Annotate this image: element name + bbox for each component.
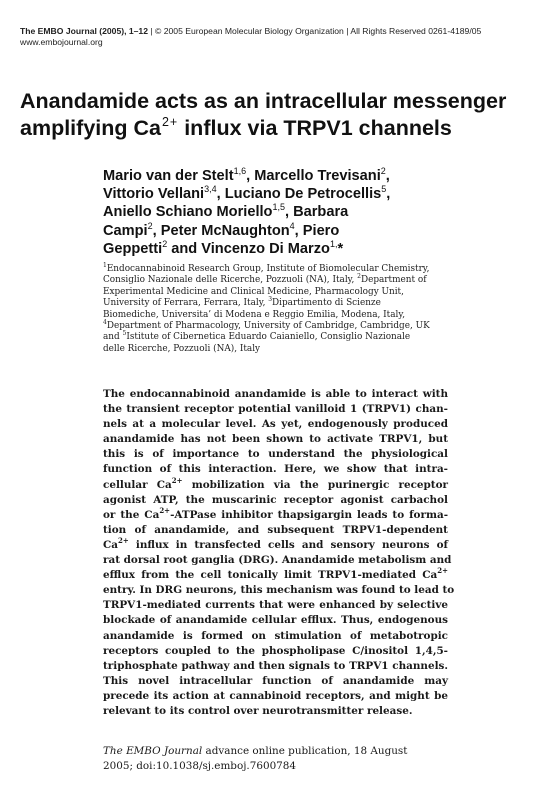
abstract-text: TRPV1-mediated currents that were enhanced by selective [103,599,448,612]
abstract-text: the transient receptor potential vanilloid 1 (TRPV1) chan- [103,403,448,416]
author-name: , [386,186,391,203]
abstract-line [103,387,448,402]
citation-journal: The EMBO Journal [103,745,203,757]
abstract-superscript: 2+ [437,566,448,576]
abstract-line [103,535,448,553]
running-header [20,26,550,48]
author-list [103,167,553,258]
abstract-line [103,598,448,613]
abstract-line [103,462,448,477]
abstract-text: mobilization via the purinergic receptor [182,478,448,491]
affiliation-marker: 2 [162,238,168,249]
citation-text: advance online publication, 18 August [202,745,408,757]
abstract-text: triphosphate pathway and then signals to TRPV1 channels. [103,659,448,672]
affiliation-line [103,310,553,321]
affiliation-marker: 5 [381,184,387,195]
abstract-line [103,613,448,628]
affiliations [103,264,553,355]
abstract-line [103,475,448,493]
abstract-line [103,659,448,674]
abstract-text: or the Ca [103,508,160,521]
author-line [103,240,553,258]
author-name: Mario van der Stelt [103,168,234,184]
abstract-text: this is of importance to understand the physiological [103,448,448,461]
author-name: , Marcello Trevisani [246,168,381,184]
title-line-1: Anandamide acts as an intracellular messenger [20,89,507,113]
author-name: Geppetti [103,240,163,257]
affiliation-marker: 1, [329,238,338,249]
affiliation-marker: 1,5 [272,202,285,213]
citation-note [103,744,448,774]
abstract-text: entry. In DRG neurons, this mechanism was found to lead to [103,584,455,597]
journal-citation: The EMBO Journal (2005), 1–12 [20,26,148,36]
abstract-text: The endocannabinoid anandamide is able to interact with [103,388,448,400]
title-line-2 [20,115,557,142]
abstract-text: tion of anandamide, and subsequent TRPV1-dependent [103,523,448,536]
abstract-line [103,689,448,704]
author-name: , Luciano De Petrocellis [216,186,382,203]
affiliation-text: University of Ferrara, Ferrara, Italy, [103,298,269,309]
affiliation-text: Department of Pharmacology, University of Cambridge, Cambridge, UK [106,321,430,332]
abstract-text: efflux from the cell tonically limit TRPV1-mediated Ca [103,569,438,582]
affiliation-line [103,321,553,332]
abstract-line [103,523,448,538]
abstract-line [103,568,448,583]
affiliation-number: 4 [103,319,107,327]
abstract-line [103,674,448,689]
author-name: , Barbara [284,204,349,221]
abstract-line [103,447,448,462]
affiliation-number: 2 [357,273,361,281]
journal-url[interactable]: www.embojournal.org [20,37,103,47]
affiliation-marker: 4 [289,220,295,231]
affiliation-text: Consiglio Nazionale delle Ricerche, Pozzuoli (NA), Italy, [103,275,358,286]
abstract-line [103,704,448,719]
author-line [103,222,553,240]
author-name: Campi [103,222,148,239]
title-superscript: 2+ [161,115,179,129]
abstract-superscript: 2+ [171,475,183,485]
journal-info-line [20,26,550,37]
abstract-line [103,553,452,568]
affiliation-number: 5 [122,330,127,338]
abstract-text: This novel intracellular function of anandamide may [103,674,448,687]
abstract-line [103,644,448,659]
abstract-text: blockade of anandamide cellular efflux. Thus, endogenous [103,614,448,627]
abstract-text: precede its action at cannabinoid receptors, and might be [103,689,448,702]
affiliation-marker: 2 [380,166,386,176]
author-name: , Peter McNaughton [152,222,290,239]
affiliation-line [103,275,553,286]
abstract-line [103,432,448,447]
author-name: * [337,240,344,257]
affiliation-number: 3 [268,296,273,304]
affiliation-line [103,332,553,343]
citation-line-1 [103,744,448,759]
abstract-line [103,583,455,598]
abstract-text: rat dorsal root ganglia (DRG). Anandamide metabolism and [103,554,452,567]
abstract-text: cellular Ca [103,478,172,491]
abstract [103,387,455,719]
affiliation-text: Biomediche, Universita’ di Modena e Reggio Emilia, Modena, Italy, [103,309,406,320]
affiliation-text: Department of [360,275,427,286]
author-line [103,167,553,185]
affiliation-line [103,298,553,309]
affiliation-text: Experimental Medicine and Clinical Medicine, Pharmacology Unit, [103,286,404,297]
affiliation-text: Endocannabinoid Research Group, Institute of Biomolecular Chemistry, [106,264,430,274]
author-line [103,185,553,203]
abstract-text: anandamide is formed on stimulation of metabotropic [103,629,448,642]
affiliation-text: Dipartimento di Scienze [272,298,381,309]
affiliation-text: delle Ricerche, Pozzuoli (NA), Italy [103,343,261,354]
author-name: Vittorio Vellani [103,186,205,203]
author-name: , Piero [294,222,340,239]
affiliation-marker: 2 [147,220,153,231]
abstract-line [103,493,448,508]
abstract-text: relevant to its control over neurotransmitter release. [103,704,413,717]
abstract-superscript: 2+ [118,535,129,545]
abstract-line [103,629,448,644]
author-name: and Vincenzo Di Marzo [167,240,330,257]
title-text: influx via TRPV1 channels [178,116,452,140]
author-name: Aniello Schiano Moriello [103,204,273,221]
affiliation-marker: 3,4 [204,184,217,195]
affiliation-line [103,344,553,355]
affiliation-number: 1 [103,262,107,269]
author-line [103,203,553,221]
abstract-text: anandamide has not been shown to activate TRPV1, but [103,433,448,446]
abstract-text: influx in transfected cells and sensory neurons of [128,538,448,551]
abstract-line [103,505,449,523]
copyright-notice: | © 2005 European Molecular Biology Organization | All Rights Reserved 0261-4189/05 [148,26,482,36]
abstract-text: nels at a molecular level. As yet, endogenously produced [103,418,448,431]
citation-doi[interactable]: 2005; doi:10.1038/sj.emboj.7600784 [103,760,297,773]
affiliation-line [103,264,553,275]
affiliation-text: and [103,332,123,343]
author-name: , [385,168,390,184]
abstract-superscript: 2+ [159,505,171,515]
abstract-text: function of this interaction. Here, we show that intra- [103,463,448,476]
abstract-line [103,417,448,432]
title-text: amplifying Ca [20,116,161,140]
abstract-text: agonist ATP, the muscarinic receptor agonist carbachol [103,493,448,506]
affiliation-marker: 1,6 [233,166,247,176]
affiliation-text: Istitute of Cibernetica Eduardo Caianiello, Consiglio Nazionale [126,332,411,343]
abstract-text: -ATPase inhibitor thapsigargin leads to forma- [170,508,449,521]
abstract-text: receptors coupled to the phospholipase C/inositol 1,4,5- [103,644,448,657]
article-title [20,88,557,142]
affiliation-line [103,287,553,298]
abstract-line [103,402,448,417]
abstract-text: Ca [103,538,119,551]
